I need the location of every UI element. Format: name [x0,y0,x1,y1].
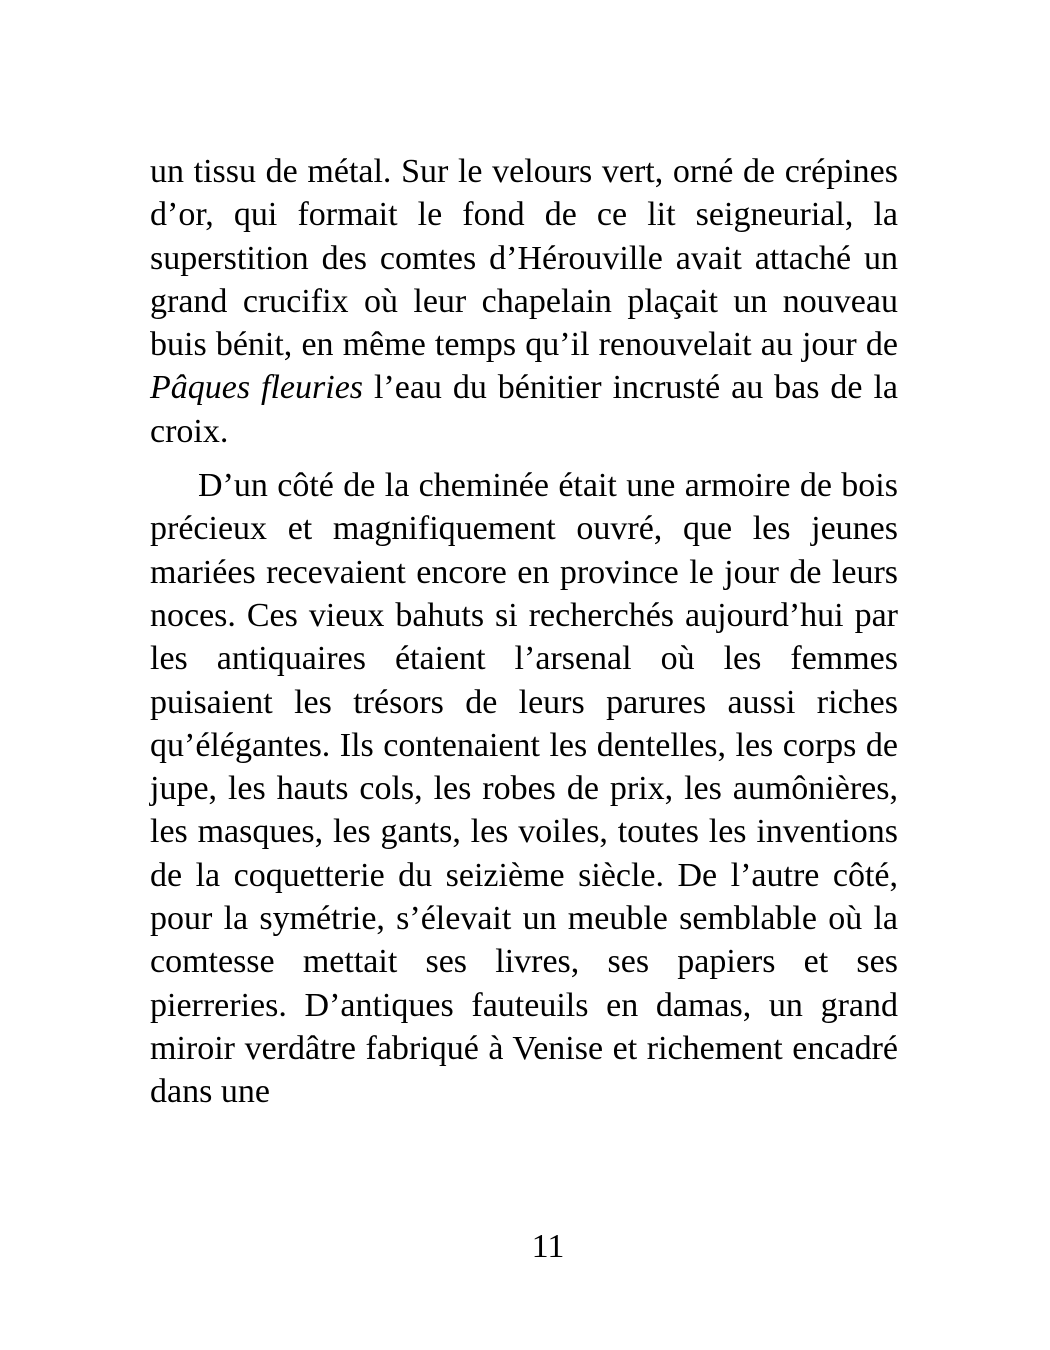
paragraph-1-text-after: l’eau du bénitier incrusté au bas de la croix. [150,369,898,450]
paragraph-1-text-before: un tissu de métal. Sur le velours vert, orné de crépines d’or, qui formait le fond de ce lit seigneurial, la superstition des comtes d’Hérouville avait attaché un grand crucifix où leur chapelain plaçait un nouveau buis bénit, en même temps qu’il renouvelait au jour de [150,153,898,364]
page-number: 11 [531,1228,565,1265]
page-body [150,150,898,1114]
paragraph-1 [150,150,898,453]
paragraph-1-italic-text: Pâques fleuries [150,369,364,407]
paragraph-2: D’un côté de la cheminée était une armoire de bois précieux et magnifiquement ouvré, que les jeunes mariées recevaient encore en province le jour de leurs noces. Ces vieux bahuts si recherchés aujourd’hui par les antiquaires étaient l’arsenal où les femmes puisaient les trésors de leurs parures aussi riches qu’élégantes. Ils contenaient les dentelles, les corps de jupe, les hauts cols, les robes de prix, les aumônières, les masques, les gants, les voiles, toutes les inventions de la coquetterie du seizième siècle. De l’autre côté, pour la symétrie, s’élevait un meuble semblable où la comtesse mettait ses livres, ses papiers et ses pierreries. D’antiques fauteuils en damas, un grand miroir verdâtre fabriqué à Venise et richement encadré dans une [150,467,898,1111]
